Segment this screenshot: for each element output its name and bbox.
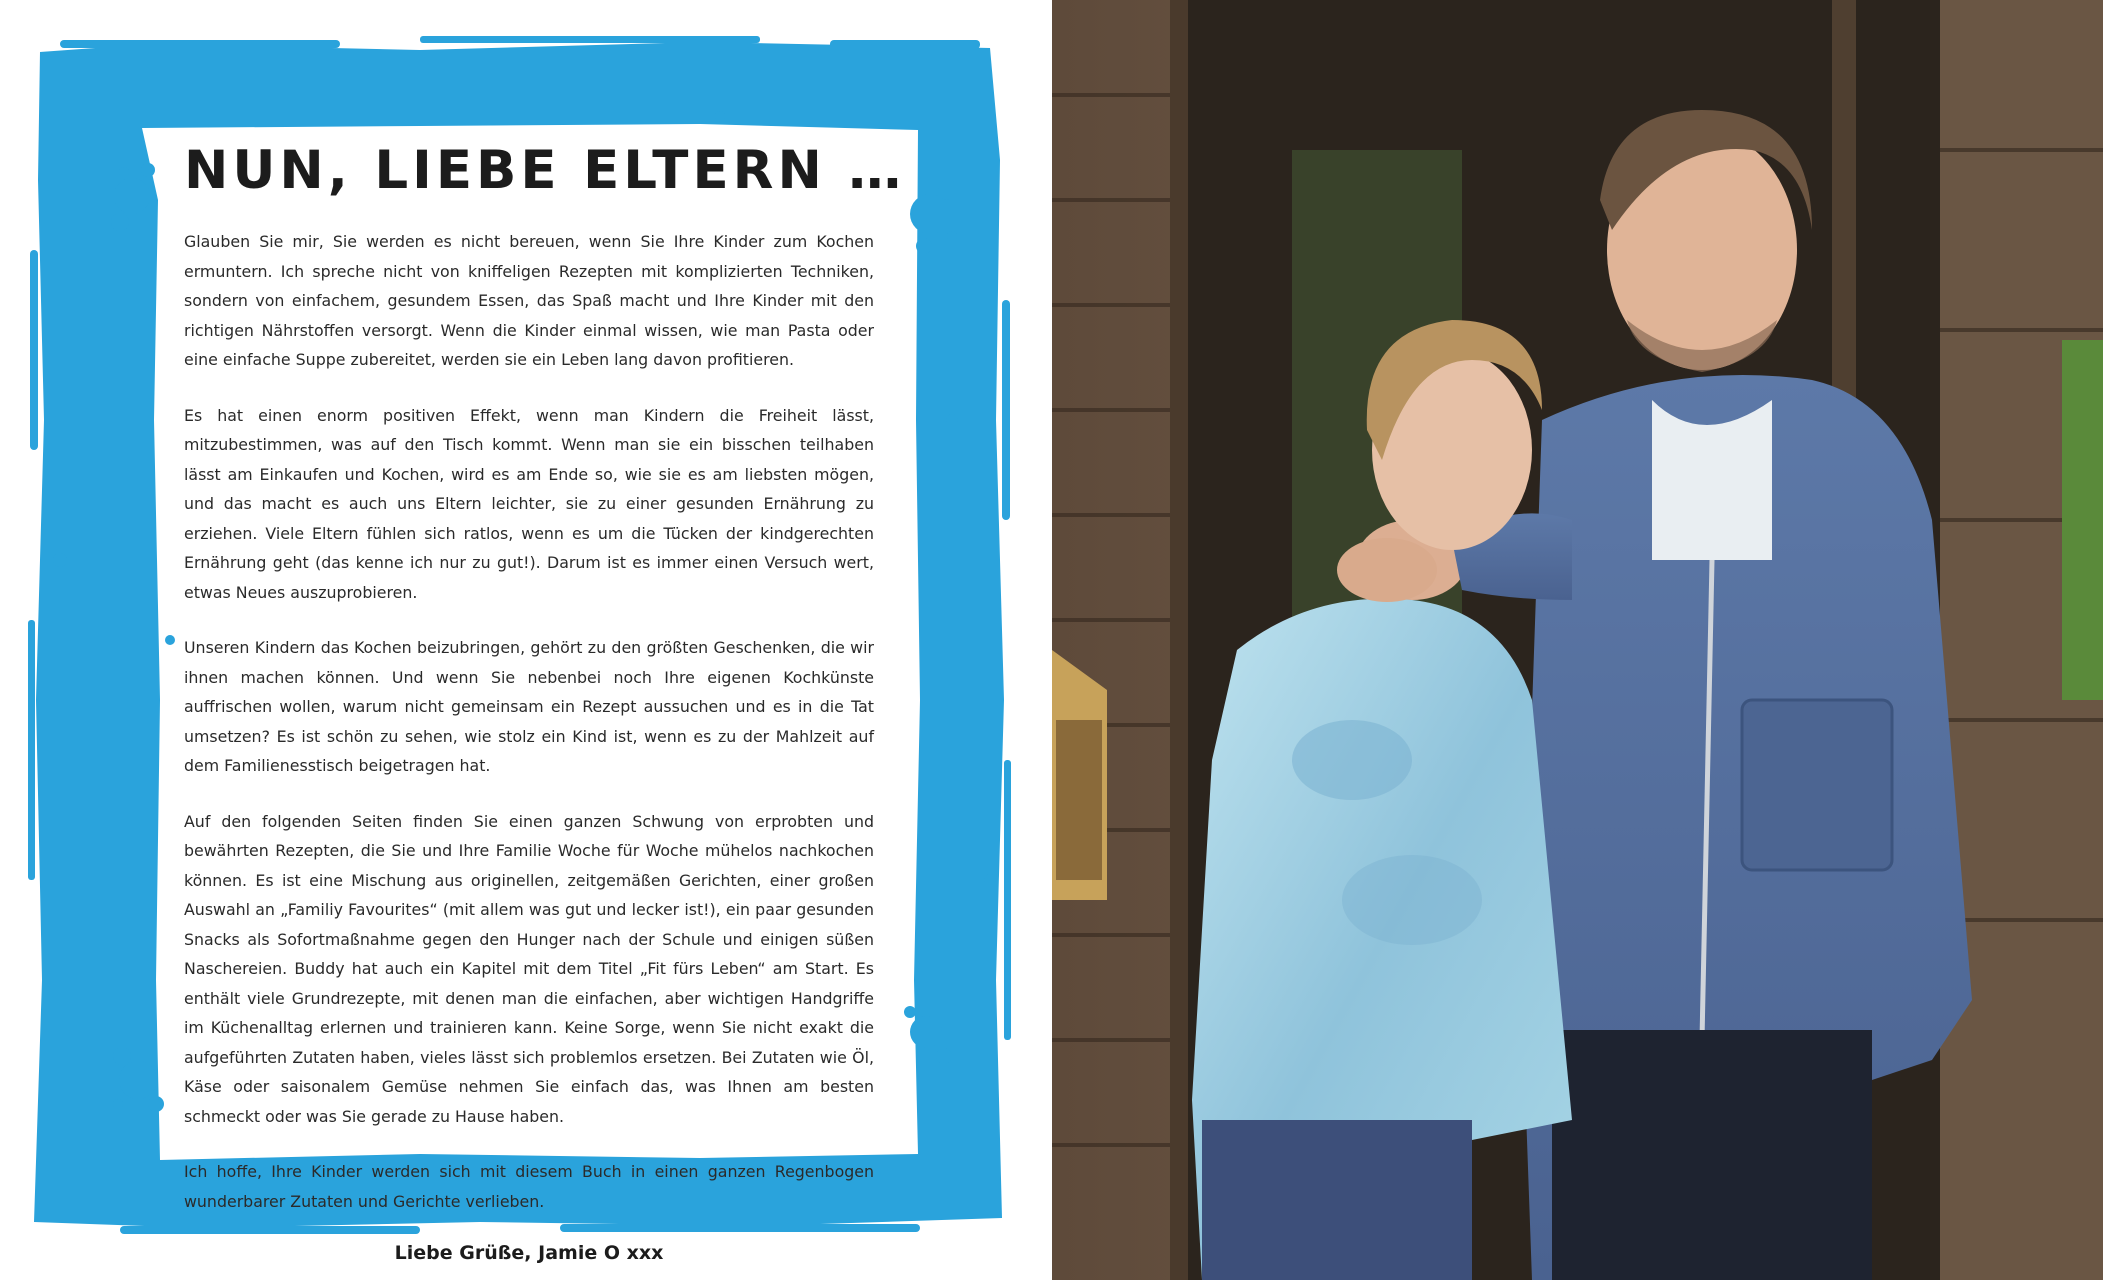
paragraph-1: Glauben Sie mir, Sie werden es nicht bereuen, wenn Sie Ihre Kinder zum Kochen ermuntern. Ich spreche nicht von kniffeligen Rezepten mit komplizierten Techniken, sondern von einfachem, gesundem Essen, das Spaß macht und Ihre Kinder mit den richtigen Nährstoffen versorgt. Wenn die Kinder einmal wissen, wie man Pasta oder eine einfache Suppe zubereitet, werden sie ein Leben lang davon profitieren. [184, 232, 874, 369]
paragraph-4: Auf den folgenden Seiten finden Sie einen ganzen Schwung von erprobten und bewährten Rezepten, die Sie und Ihre Familie Woche für Woche mühelos nachkochen können. Es ist eine Mischung aus originellen, zeitgemäßen Gerichten, einer großen Auswahl an „Familiy Favourites“ (mit allem was gut und lecker ist!), ein paar gesunden Snacks als Sofortmaßnahme gegen den Hunger nach der Schule und einigen süßen Naschereien. Buddy hat auch ein Kapitel mit dem Titel „Fit fürs Leben“ am Start. Es enthält viele Grundrezepte, mit denen man die einfachen, aber wichtigen Handgriffe im Küchenalltag erlernen und trainieren kann. Keine Sorge, wenn Sie nicht exakt die aufgeführten Zutaten haben, vieles lässt sich problemlos ersetzen. Bei Zutaten wie Öl, Käse oder saisonalem Gemüse nehmen Sie einfach das, was Ihnen am besten schmeckt oder was Sie gerade zu Hause haben. [184, 811, 874, 1126]
signoff: Liebe Grüße, Jamie O xxx [394, 1242, 664, 1264]
letter-text-block [184, 140, 906, 1264]
page-title: NUN, LIEBE ELTERN … [184, 140, 906, 201]
paragraph-2: Es hat einen enorm positiven Effekt, wenn man Kindern die Freiheit lässt, mitzubestimmen, was auf den Tisch kommt. Wenn man sie ein bisschen teilhaben lässt am Einkaufen und Kochen, wird es am Ende so, wie sie es am liebsten mögen, und das macht es auch uns Eltern leichter, sie zu einer gesunden Ernährung zu erziehen. Viele Eltern fühlen sich ratlos, wenn es um die Tücken der kindgerechten Ernährung geht (das kenne ich nur zu gut!). Darum ist es immer einen Versuch wert, etwas Neues auszuprobieren. [184, 405, 874, 602]
paragraph-5: Ich hoffe, Ihre Kinder werden sich mit diesem Buch in einen ganzen Regenbogen wunderbarer Zutaten und Gerichte verlieben. [184, 1162, 874, 1211]
portrait-photo [1052, 0, 2103, 1280]
paragraph-3: Unseren Kindern das Kochen beizubringen, gehört zu den größten Geschenken, die wir ihnen machen können. Und wenn Sie nebenbei noch Ihre eigenen Kochkünste auffrischen wollen, warum nicht gemeinsam ein Rezept aussuchen und es in die Tat umsetzen? Es ist schön zu sehen, wie stolz ein Kind ist, wenn es zu der Mahlzeit auf dem Familienesstisch beigetragen hat. [184, 638, 874, 775]
photo-illustration [1052, 0, 2103, 1280]
